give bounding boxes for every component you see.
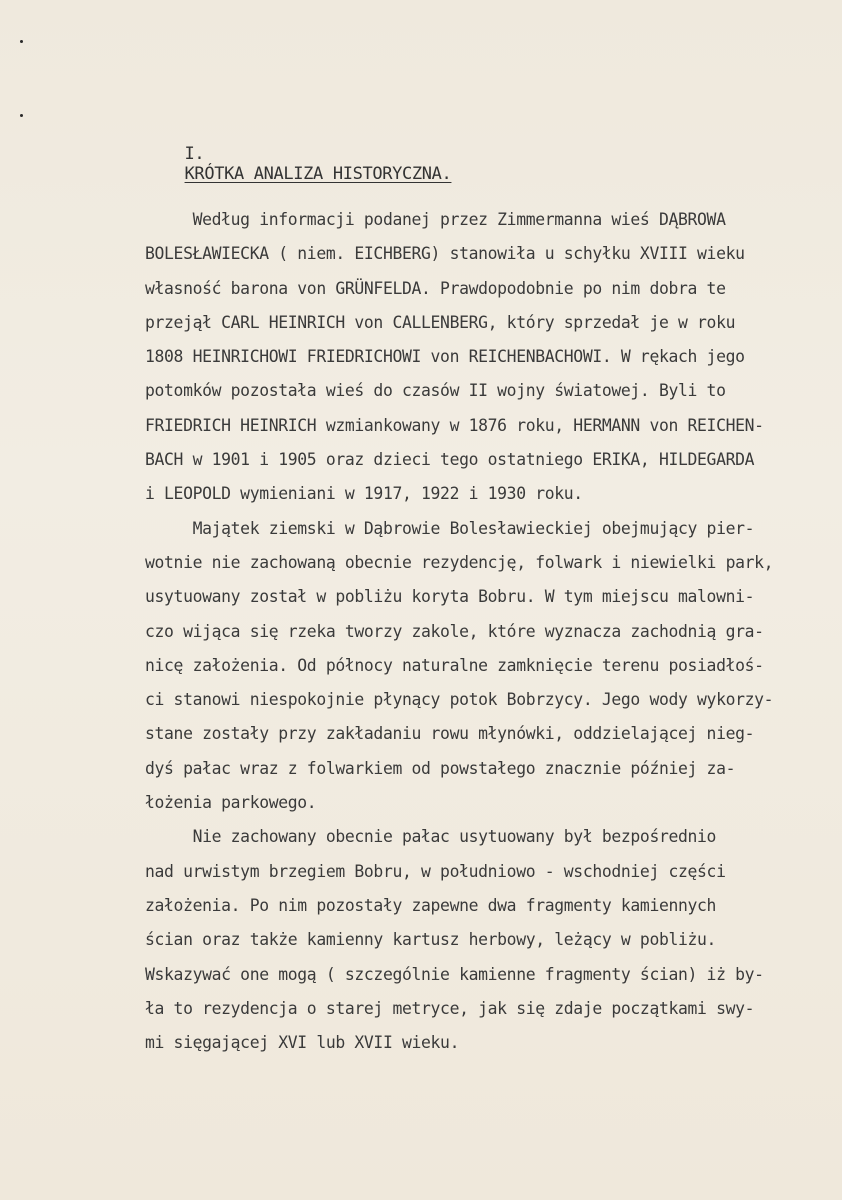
- text-line: ci stanowi niespokojnie płynący potok Bobrzycy. Jego wody wykorzy-: [145, 690, 774, 710]
- text-line: ła to rezydencja o starej metryce, jak się zdaje początkami swy-: [145, 998, 755, 1018]
- text-line: nad urwistym brzegiem Bobru, w południowo - wschodniej części: [145, 861, 726, 881]
- text-line: ścian oraz także kamienny kartusz herbowy, leżący w pobliżu.: [145, 930, 717, 950]
- text-line: Majątek ziemski w Dąbrowie Bolesławieckiej obejmujący pier-: [145, 518, 755, 538]
- text-line: usytuowany został w pobliżu koryta Bobru. W tym miejscu malowni-: [145, 587, 755, 607]
- text-line: mi sięgającej XVI lub XVII wieku.: [145, 1033, 460, 1053]
- binding-hole-mark: [20, 114, 23, 117]
- text-line: potomków pozostała wieś do czasów II wojny światowej. Byli to: [145, 381, 726, 401]
- text-line: i LEOPOLD wymieniani w 1917, 1922 i 1930 roku.: [145, 484, 583, 504]
- text-line: łożenia parkowego.: [145, 793, 317, 813]
- text-line: Nie zachowany obecnie pałac usytuowany był bezpośrednio: [145, 827, 717, 847]
- binding-hole-mark: [20, 40, 23, 43]
- text-line: 1808 HEINRICHOWI FRIEDRICHOWI von REICHENBACHOWI. W rękach jego: [145, 347, 745, 367]
- text-line: czo wijąca się rzeka tworzy zakole, które wyznacza zachodnią gra-: [145, 621, 764, 641]
- text-line: przejął CARL HEINRICH von CALLENBERG, który sprzedał je w roku: [145, 312, 736, 332]
- text-line: Według informacji podanej przez Zimmermanna wieś DĄBROWA: [145, 210, 726, 229]
- text-line: BOLESŁAWIECKA ( niem. EICHBERG) stanowiła u schyłku XVIII wieku: [145, 244, 745, 264]
- text-line: FRIEDRICH HEINRICH wzmiankowany w 1876 roku, HERMANN von REICHEN-: [145, 415, 764, 435]
- section-number: I.: [184, 144, 205, 164]
- text-line: własność barona von GRÜNFELDA. Prawdopodobnie po nim dobra te: [145, 278, 726, 298]
- text-line: założenia. Po nim pozostały zapewne dwa fragmenty kamiennych: [145, 895, 717, 915]
- text-line: Wskazywać one mogą ( szczególnie kamienne fragmenty ścian) iż by-: [145, 964, 764, 984]
- text-line: dyś pałac wraz z folwarkiem od powstałego znacznie później za-: [145, 758, 736, 778]
- text-line: wotnie nie zachowaną obecnie rezydencję, folwark i niewielki park,: [145, 552, 774, 572]
- text-line: nicę założenia. Od północy naturalne zamknięcie terenu posiadłoś-: [145, 655, 764, 675]
- body-text: [145, 203, 773, 1060]
- section-heading: [145, 124, 451, 204]
- section-title: KRÓTKA ANALIZA HISTORYCZNA.: [184, 164, 452, 184]
- text-line: stane zostały przy zakładaniu rowu młynówki, oddzielającej nieg-: [145, 724, 755, 744]
- text-line: BACH w 1901 i 1905 oraz dzieci tego ostatniego ERIKA, HILDEGARDA: [145, 450, 755, 470]
